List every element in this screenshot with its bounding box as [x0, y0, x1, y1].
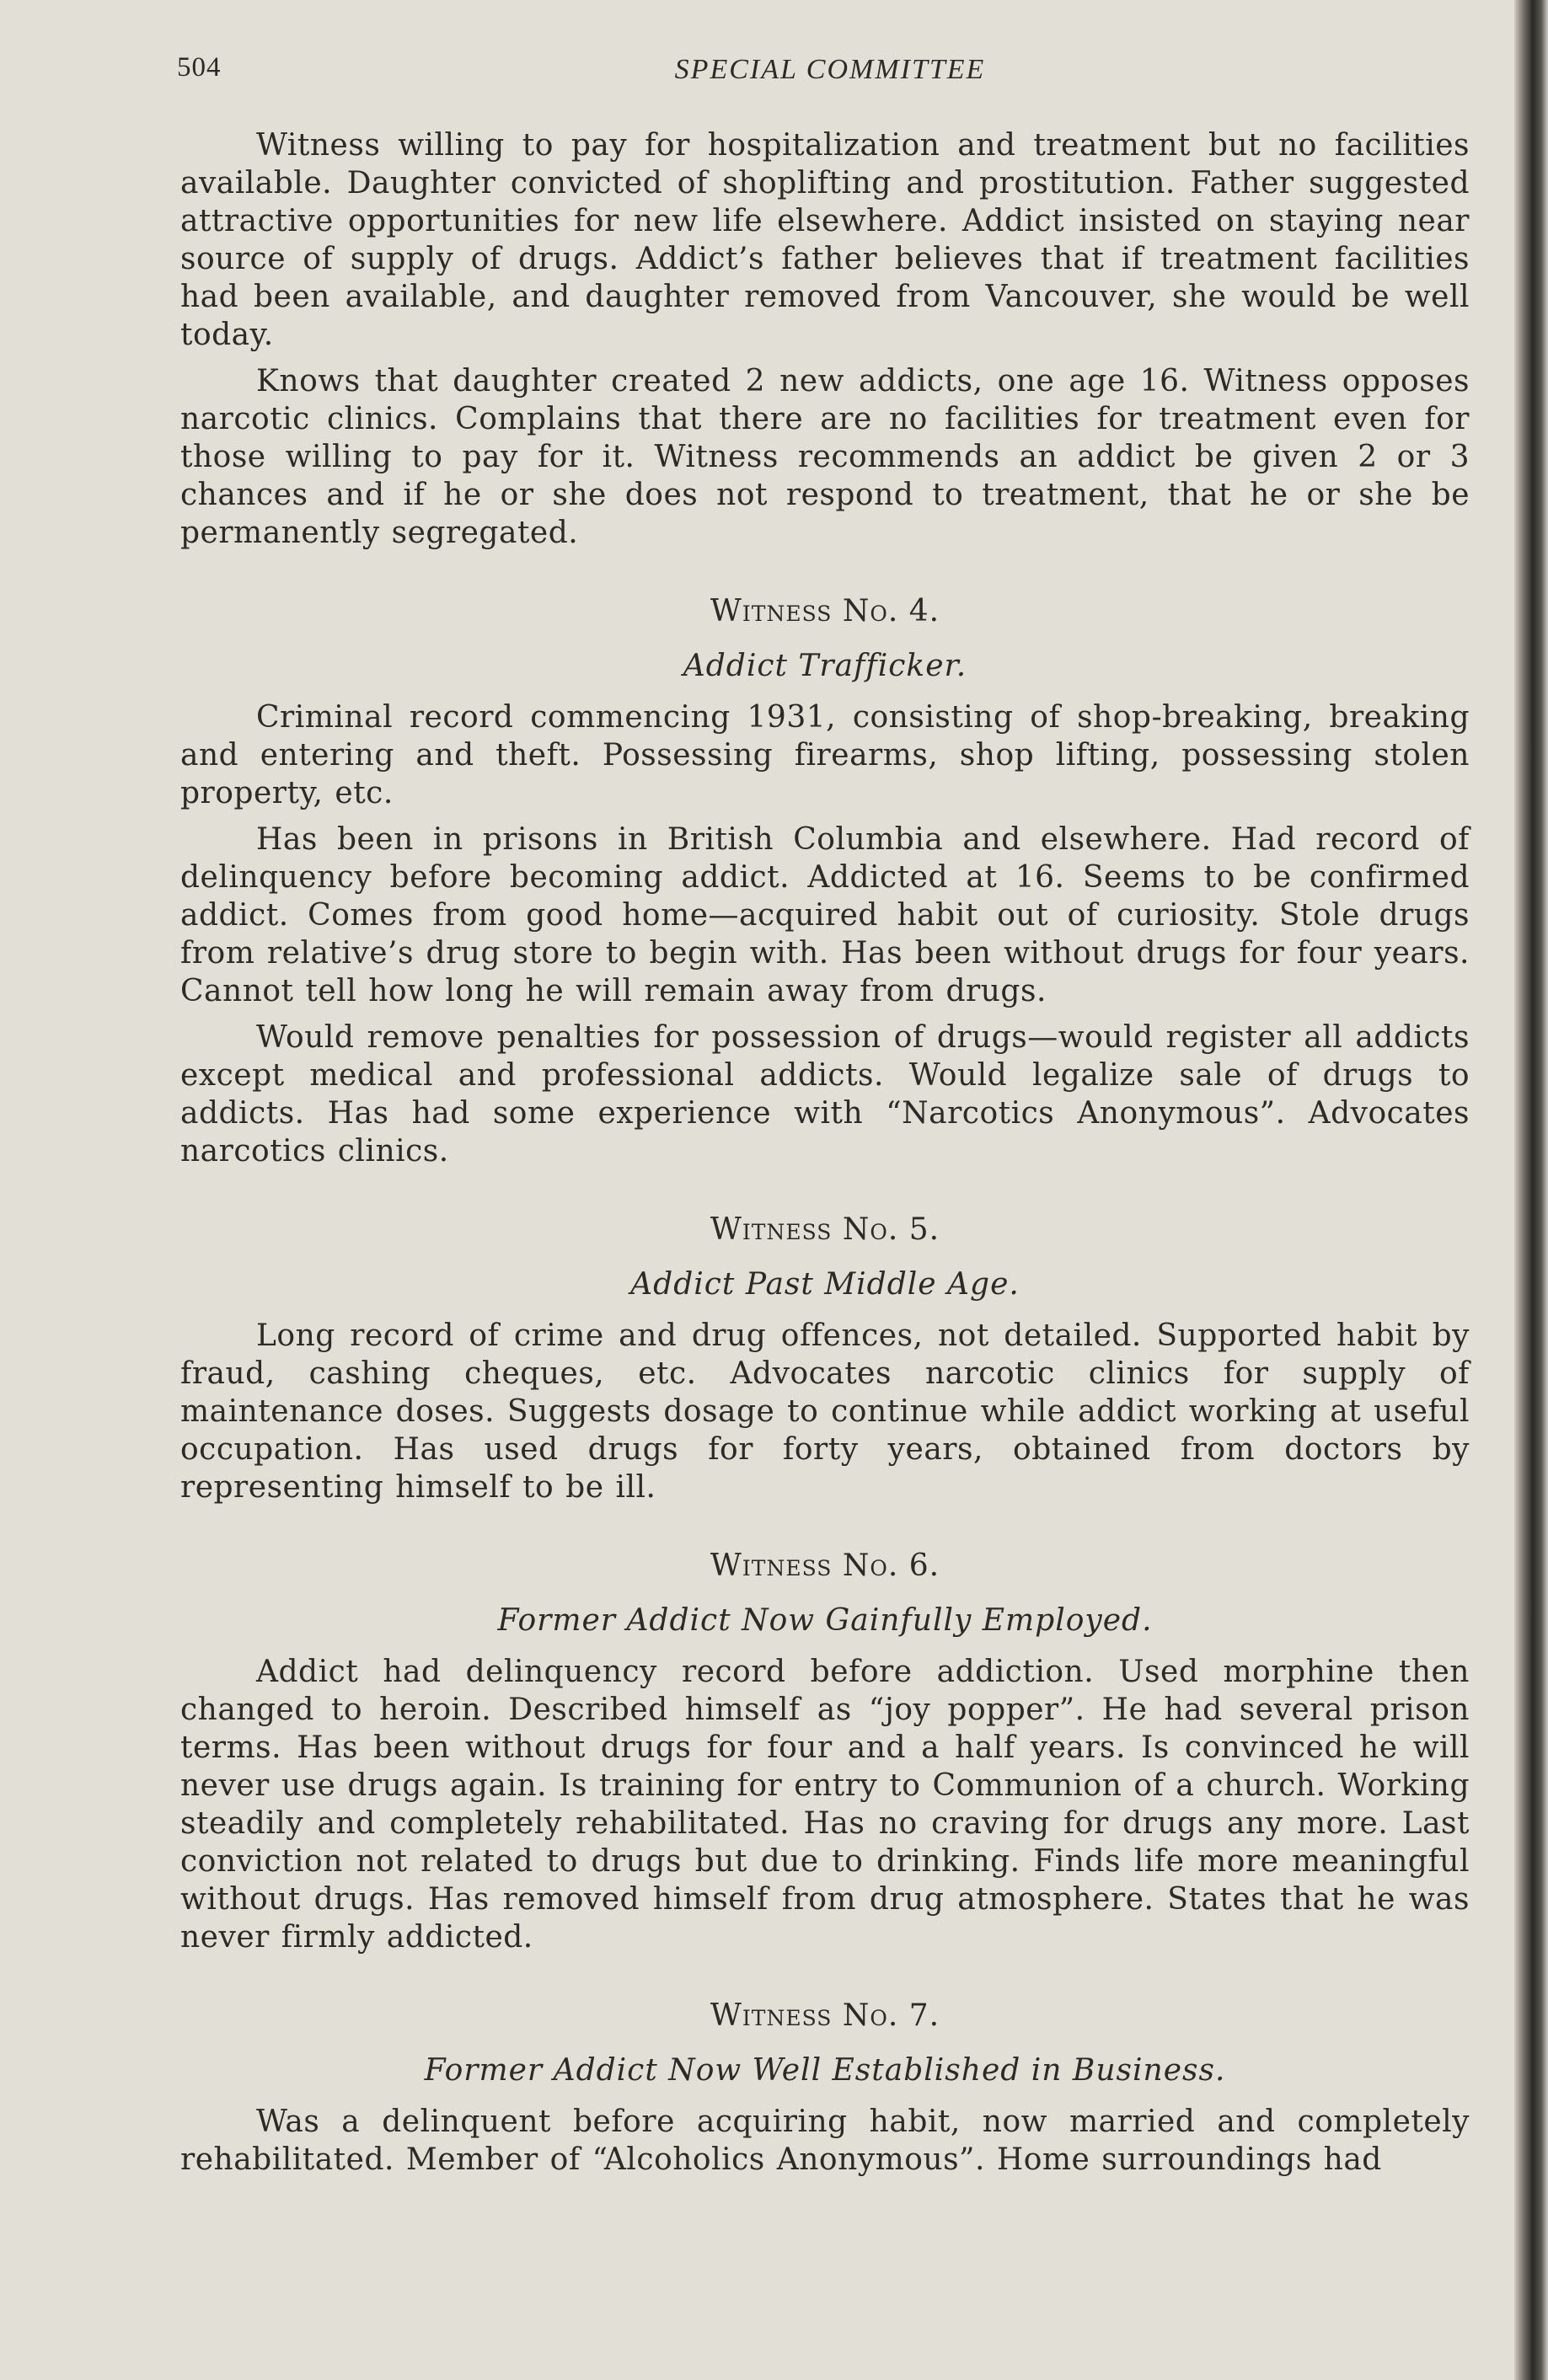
- witness-6-paragraph-1: Addict had delinquency record before addiction. Used morphine then changed to heroin. Described himself as “joy popper”. He had several prison terms. Has been without drugs for four and a half years. Is convinced he will never use drugs again. Is training for entry to Communion of a church. Working steadily and completely rehabilitated. Has no craving for drugs any more. Last conviction not related to drugs but due to drinking. Finds life more meaningful without drugs. Has removed himself from drug atmosphere. States that he was never firmly addicted.: [180, 1655, 1470, 1955]
- witness-6-heading: Witness No. 6.: [710, 1548, 940, 1583]
- witness-4-subtitle: Addict Trafficker.: [683, 649, 967, 683]
- witness-4-paragraph-3: Would remove penalties for possession of drugs—would register all addicts except medical and professional addicts. Would legalize sale of drugs to addicts. Has had some experience with “Narcotics Anonymous”. Advocates narcotics clinics.: [180, 1020, 1470, 1169]
- witness-4-heading: Witness No. 4.: [710, 594, 940, 628]
- running-head: SPECIAL COMMITTEE: [674, 54, 986, 85]
- witness-4-paragraph-1: Criminal record commencing 1931, consisting of shop-breaking, breaking and entering and theft. Possessing firearms, shop lifting, possessing stolen property, etc.: [180, 700, 1470, 810]
- witness-5-section: [180, 1211, 1470, 1506]
- page-number: 504: [177, 52, 222, 83]
- witness-5-paragraph-1: Long record of crime and drug offences, not detailed. Supported habit by fraud, cashing cheques, etc. Advocates narcotic clinics for supply of maintenance doses. Suggests dosage to continue while addict working at useful occupation. Has used drugs for forty years, obtained from doctors by representing himself to be ill.: [180, 1318, 1470, 1505]
- witness-7-paragraph-1: Was a delinquent before acquiring habit, now married and completely rehabilitated. Member of “Alcoholics Anonymous”. Home surroundings had: [180, 2105, 1470, 2177]
- intro-paragraph-1: Witness willing to pay for hospitalization and treatment but no facilities available. Daughter convicted of shoplifting and prostitution. Father suggested attractive opportunities for new life elsewhere. Addict insisted on staying near source of supply of drugs. Addict’s father believes that if treatment facilities had been available, and daughter removed from Vancouver, she would be well today.: [180, 128, 1470, 352]
- witness-6-subtitle: Former Addict Now Gainfully Employed.: [497, 1603, 1153, 1638]
- witness-7-subtitle: Former Addict Now Well Established in Business.: [424, 2053, 1226, 2088]
- witness-7-section: [180, 1997, 1470, 2179]
- witness-6-section: [180, 1547, 1470, 1956]
- witness-4-paragraph-2: Has been in prisons in British Columbia and elsewhere. Had record of delinquency before becoming addict. Addicted at 16. Seems to be confirmed addict. Comes from good home—acquired habit out of curiosity. Stole drugs from relative’s drug store to begin with. Has been without drugs for four years. Cannot tell how long he will remain away from drugs.: [180, 822, 1470, 1008]
- witness-5-subtitle: Addict Past Middle Age.: [630, 1267, 1020, 1302]
- witness-5-heading: Witness No. 5.: [710, 1212, 940, 1247]
- witness-7-heading: Witness No. 7.: [710, 1998, 940, 2033]
- page-body: [180, 126, 1470, 2187]
- book-gutter-shadow: [1514, 0, 1548, 2380]
- page-header: [177, 52, 1483, 99]
- intro-paragraph-2: Knows that daughter created 2 new addicts, one age 16. Witness opposes narcotic clinics. Complains that there are no facilities for treatment even for those willing to pay for it. Witness recommends an addict be given 2 or 3 chances and if he or she does not respond to treatment, that he or she be permanently segregated.: [180, 364, 1470, 550]
- witness-4-section: [180, 592, 1470, 1170]
